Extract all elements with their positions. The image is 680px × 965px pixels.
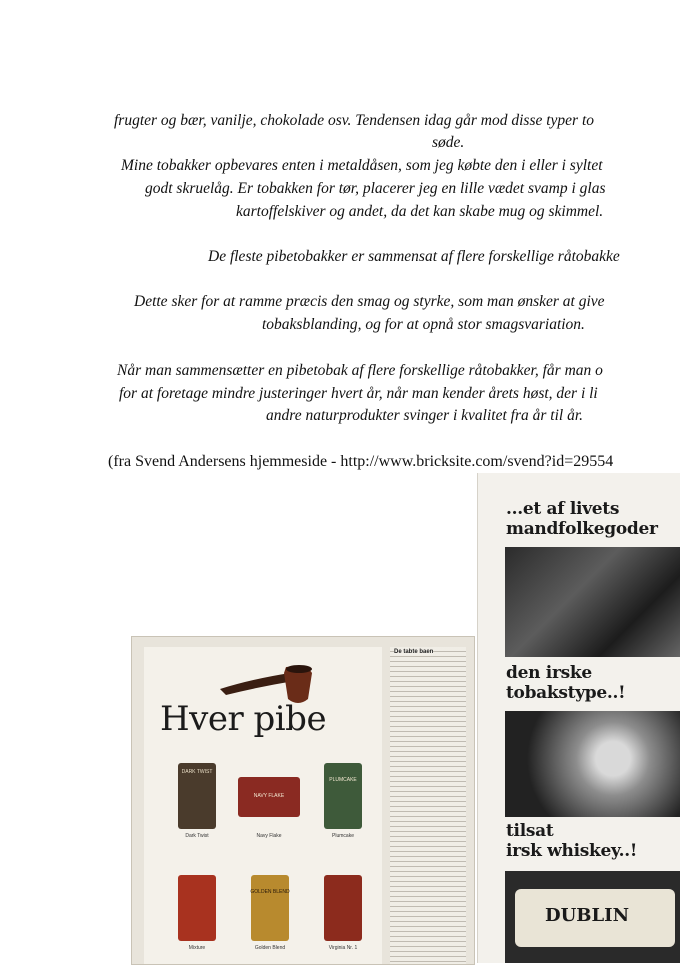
tin-caption: Virginia Nr. 1 bbox=[328, 945, 358, 951]
text-line: Når man sammensætter en pibetobak af flere forskellige råtobakker, får man o bbox=[117, 362, 603, 379]
tin-caption: Plumcake bbox=[332, 833, 354, 839]
tobacco-tin bbox=[324, 763, 362, 829]
text-line: Mine tobakker opbevares enten i metaldåsen, som jeg købte den i eller i syltet bbox=[121, 157, 603, 174]
ad-title-line: den irske bbox=[506, 663, 592, 683]
tin-name: PLUMCAKE bbox=[329, 777, 357, 783]
ad-title-line: irsk whiskey..! bbox=[506, 841, 638, 861]
text-line: frugter og bær, vanilje, chokolade osv. Tendensen idag går mod disse typer to bbox=[114, 112, 595, 129]
ad-headline: Hver pibe bbox=[160, 699, 327, 739]
source-citation: (fra Svend Andersens hjemmeside - http://www.bricksite.com/svend?id=29554 bbox=[108, 453, 614, 470]
text-line: for at foretage mindre justeringer hvert år, når man kender årets høst, der i li bbox=[119, 385, 598, 402]
text-line: kartoffelskiver og andet, da det kan skabe mug og skimmel. bbox=[236, 203, 604, 220]
tin-brand: DUBLIN bbox=[545, 905, 630, 926]
text-line: søde. bbox=[432, 134, 465, 151]
text-line: andre naturprodukter svinger i kvalitet fra år til år. bbox=[266, 407, 584, 424]
tin-name: GOLDEN BLEND bbox=[250, 889, 290, 895]
article-column-heading: De tabte baen bbox=[394, 649, 434, 655]
text-line: godt skruelåg. Er tobakken for tør, placerer jeg en lille vædet svamp i glas bbox=[145, 180, 606, 197]
tobacco-tin bbox=[251, 875, 289, 941]
text-line: De fleste pibetobakker er sammensat af flere forskellige råtobakke bbox=[208, 248, 620, 265]
tin-caption: Navy Flake bbox=[256, 833, 282, 839]
dublin-tobacco-ad-image bbox=[477, 473, 680, 963]
tin-caption: Dark Twist bbox=[185, 833, 209, 839]
tin-caption: Golden Blend bbox=[254, 945, 286, 951]
ad-photo-tin bbox=[505, 871, 680, 963]
ad-photo-smoker bbox=[505, 711, 680, 817]
text-line: tobaksblanding, og for at opnå stor smagsvariation. bbox=[262, 316, 585, 333]
tin-caption: Mixture bbox=[188, 945, 206, 951]
tobacco-tin bbox=[324, 875, 362, 941]
article-column bbox=[390, 647, 466, 964]
pipe-tobacco-ad-image bbox=[131, 636, 475, 965]
tin-name: NAVY FLAKE bbox=[253, 793, 285, 799]
ad-title-line: tilsat bbox=[506, 821, 554, 841]
ad-title-line: mandfolkegoder bbox=[506, 519, 658, 539]
text-line: Dette sker for at ramme præcis den smag og styrke, som man ønsker at give bbox=[134, 293, 605, 310]
ad-photo-crowd bbox=[505, 547, 680, 657]
ad-title-line: tobakstype..! bbox=[506, 683, 626, 703]
tin-name: DARK TWIST bbox=[181, 769, 213, 775]
tobacco-tin bbox=[178, 875, 216, 941]
ad-title-line: ...et af livets bbox=[506, 499, 620, 519]
